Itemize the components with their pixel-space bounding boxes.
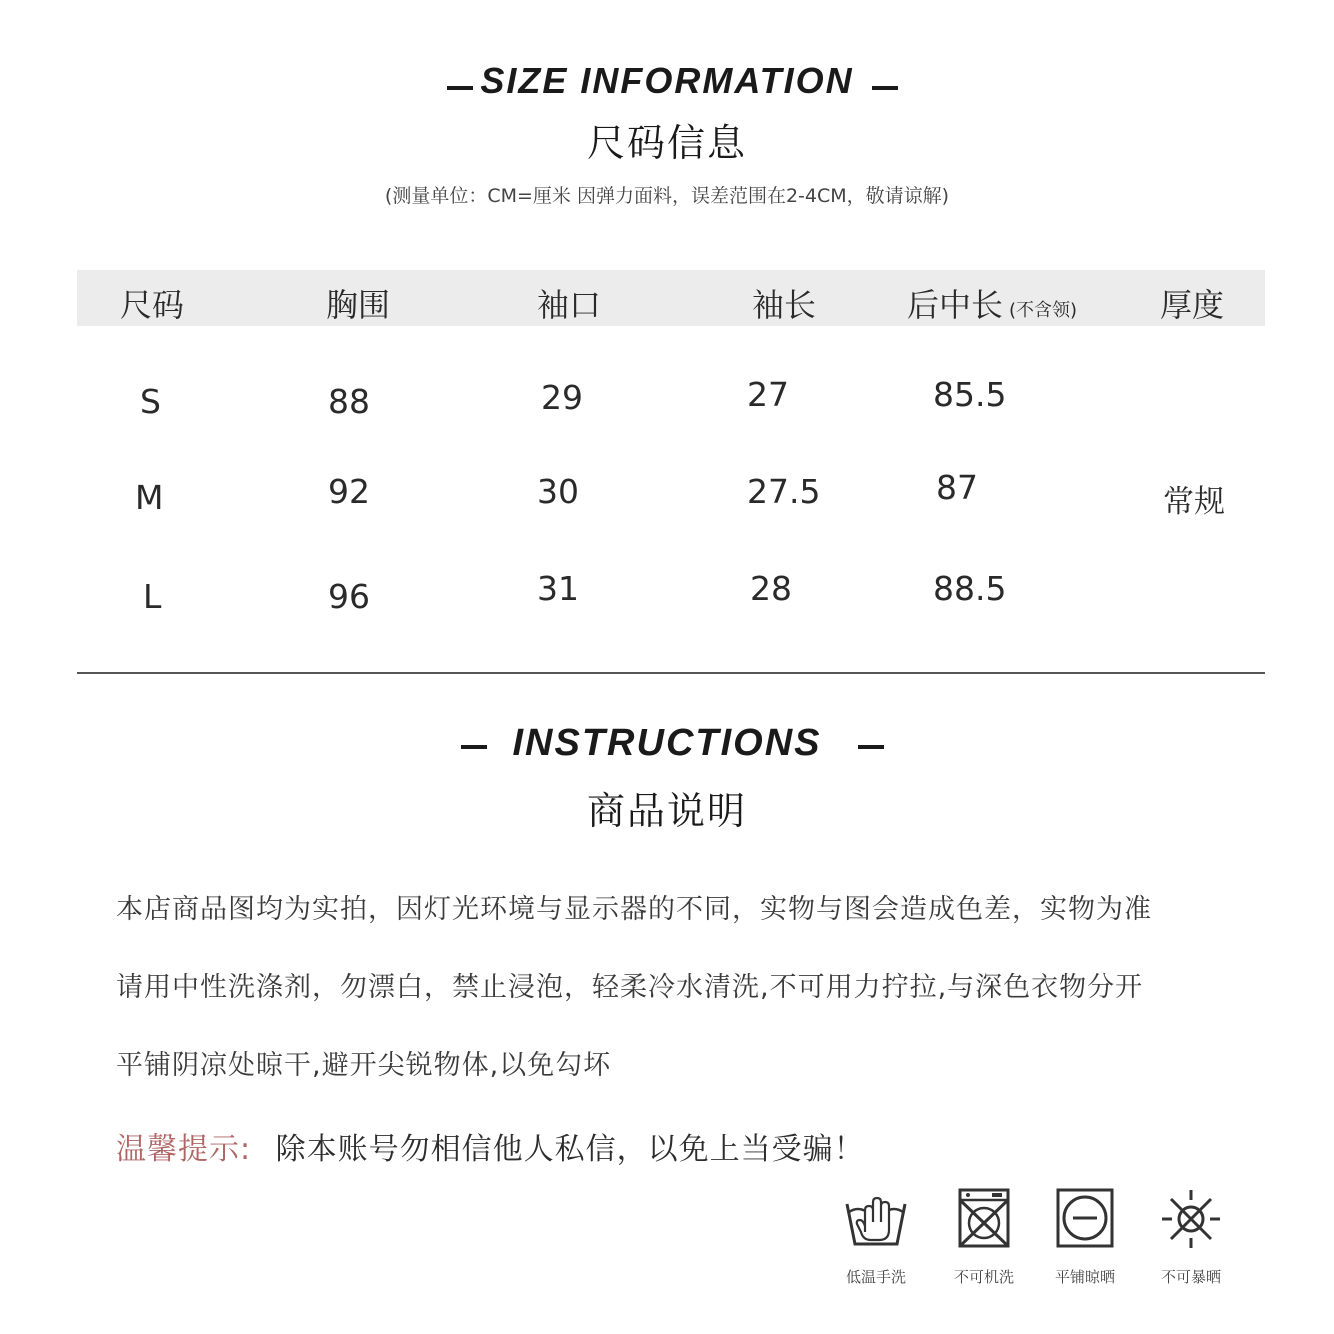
size-title-cn: 尺码信息 — [586, 121, 747, 165]
care-label-no-sun-dry: 不可暴晒 — [1160, 1268, 1221, 1286]
size-table-header — [77, 270, 1265, 326]
header-size: 尺码 — [120, 286, 185, 324]
header-back-length-note: (不含领) — [1009, 300, 1078, 321]
instructions-title-cn: 商品说明 — [586, 789, 747, 833]
header-cuff: 袖口 — [537, 286, 602, 324]
row-l-cuff: 31 — [537, 569, 579, 608]
care-item-hand-wash — [831, 1186, 921, 1287]
row-l-size: L — [143, 577, 162, 616]
care-item-no-sun-dry — [1146, 1186, 1236, 1287]
instructions-dash-right — [858, 745, 884, 749]
instruction-line-2: 请用中性洗涤剂，勿漂白，禁止浸泡，轻柔冷水清洗,不可用力拧拉,与深色衣物分开 — [116, 972, 1144, 1003]
thickness-value: 常规 — [1163, 484, 1225, 520]
title-dash-right — [872, 86, 898, 90]
no-sun-dry-icon — [1158, 1186, 1224, 1252]
hand-wash-icon — [841, 1186, 911, 1252]
warm-tip-label: 温馨提示: — [116, 1132, 252, 1167]
row-s-sleeve: 27 — [747, 375, 789, 414]
warm-tip — [116, 1124, 865, 1168]
row-m-back-length: 87 — [936, 468, 978, 507]
dry-flat-icon — [1054, 1186, 1116, 1252]
instructions-title-en: INSTRUCTIONS — [512, 722, 822, 764]
row-l-sleeve: 28 — [750, 569, 792, 608]
care-item-dry-flat — [1040, 1186, 1130, 1287]
row-l-back-length: 88.5 — [933, 569, 1007, 608]
warm-tip-text: 除本账号勿相信他人私信，以免上当受骗！ — [275, 1132, 865, 1167]
header-sleeve-length: 袖长 — [752, 286, 817, 324]
header-thickness: 厚度 — [1160, 286, 1225, 324]
header-chest: 胸围 — [326, 286, 391, 324]
row-s-chest: 88 — [328, 382, 370, 421]
instruction-line-1: 本店商品图均为实拍，因灯光环境与显示器的不同，实物与图会造成色差，实物为准 — [116, 894, 1152, 925]
instruction-line-3: 平铺阴凉处晾干,避开尖锐物体,以免勾坏 — [116, 1050, 612, 1081]
care-item-no-machine-wash — [939, 1186, 1029, 1287]
care-label-no-machine-wash: 不可机洗 — [953, 1268, 1014, 1286]
section-divider — [77, 672, 1265, 674]
header-back-length — [907, 280, 1077, 326]
row-m-cuff: 30 — [537, 472, 579, 511]
care-label-hand-wash: 低温手洗 — [845, 1268, 906, 1286]
care-label-dry-flat: 平铺晾晒 — [1054, 1268, 1115, 1286]
row-m-sleeve: 27.5 — [747, 472, 821, 511]
no-machine-wash-icon — [954, 1186, 1014, 1252]
header-back-length-label: 后中长 — [907, 286, 1004, 324]
row-s-back-length: 85.5 — [933, 375, 1007, 414]
row-m-chest: 92 — [328, 472, 370, 511]
row-s-size: S — [140, 382, 161, 421]
row-s-cuff: 29 — [541, 378, 583, 417]
size-title-en: SIZE INFORMATION — [480, 60, 854, 101]
measurement-note: (测量单位：CM=厘米 因弹力面料，误差范围在2-4CM，敬请谅解) — [384, 185, 950, 207]
row-l-chest: 96 — [328, 577, 370, 616]
row-m-size: M — [135, 478, 164, 517]
